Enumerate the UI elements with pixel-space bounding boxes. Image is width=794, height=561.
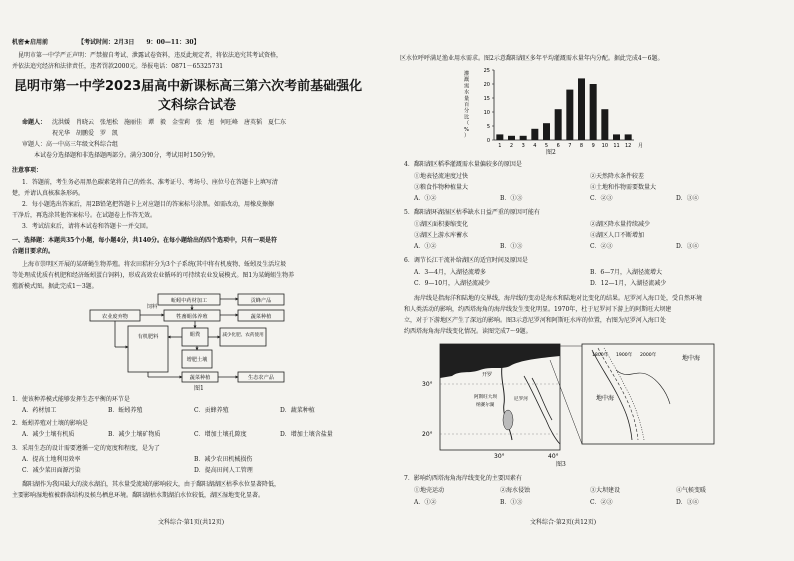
q5-statement-4: ④湖区人口不断增加: [590, 232, 645, 239]
question-1-stem: 1．使该种养模式能够发挥生态平衡的环节是: [12, 396, 130, 403]
edge-label: 饲料: [146, 304, 158, 310]
authors-names: 祝光华 胡鹏爱 罗 凯: [52, 130, 119, 137]
node-label: 蛆粪: [189, 332, 201, 338]
q2-option-d[interactable]: D．增加土壤含盐量: [280, 431, 333, 438]
authors-label: 命题人：: [22, 119, 47, 126]
node-box: [128, 326, 168, 372]
y-axis-label-char: ）: [464, 133, 470, 139]
bar-month-6: [555, 109, 562, 140]
figure-2-bar-chart: [460, 66, 650, 156]
year-label: 1800年: [592, 353, 609, 358]
x-axis-label: 月: [638, 143, 644, 149]
x-tick-label: 7: [568, 143, 572, 149]
node-label: 农业废弃物: [102, 314, 128, 320]
y-axis-label-char: 百: [464, 102, 470, 108]
q7-statement-2: ②海水侵蚀: [500, 487, 531, 494]
lon-label: 30°: [494, 453, 505, 460]
exam-intro: 本试卷分选择题和非选择题两部分。满分300分，考试用时150分钟。: [34, 152, 219, 159]
q2-option-a[interactable]: A．减少土壤有机质: [22, 431, 75, 438]
bar-month-3: [520, 136, 527, 140]
notice-line: 昆明市第一中学严正声明：严禁擅自考试、泄露试卷资料，违反此规定者，将依法追究其考试资格，: [18, 52, 283, 59]
bar-month-10: [601, 109, 608, 140]
passage-line: 上海市崇明区开展的某研蝇生物养殖。将农田秸秆分为3个子系统(其中将有机废物、蚯蚓及生活垃圾: [22, 261, 287, 268]
q1-option-c[interactable]: C．贡蜂养殖: [194, 407, 229, 414]
q2-option-c[interactable]: C．增加土壤孔隙度: [194, 431, 247, 438]
x-tick-label: 8: [579, 143, 584, 149]
y-axis-label-char: 量: [464, 95, 470, 102]
y-axis-label-char: 灌: [464, 71, 470, 77]
note-line: 2．每小题选出答案后，用2B铅笔把答题卡上对应题目的答案标号涂黑。如需改动，用橡皮擦擦: [22, 201, 275, 208]
year-label: 1900年: [616, 353, 633, 358]
bar-month-11: [613, 134, 620, 140]
question-4-stem: 4．鄱阳湖区稻季灌溉需水量偏较多的原因是: [404, 161, 522, 168]
question-3-stem: 3．采用生态的设计需要遵循一定的宽度和程度，是为了: [12, 445, 160, 452]
red-sea-coast-line: [524, 376, 560, 444]
lon-label: 40°: [548, 453, 559, 460]
x-tick-label: 12: [624, 143, 632, 149]
node-label: 贡蜂产品: [250, 298, 272, 304]
bar-month-4: [531, 129, 538, 140]
passage-line: 鄱阳湖作为我国最大的淡水湖泊，其水量受流域的影响较大，由于鄱阳湖湖区枯季水位显著降低，: [22, 481, 281, 488]
q5-statement-1: ①湖区面积萎缩变化: [414, 221, 469, 228]
y-tick-label: 25: [483, 68, 490, 74]
q4-statement-4: ④土地和作物需要数量大: [590, 184, 657, 191]
q6-option-a[interactable]: A．3—4月，入湖径流增多: [414, 269, 486, 276]
q4-option-c[interactable]: C．②③: [590, 195, 613, 202]
q1-option-b[interactable]: B．蚯蚓养殖: [108, 407, 143, 414]
q1-option-a[interactable]: A．药材加工: [22, 407, 57, 414]
figure-3-caption: 图3: [556, 461, 566, 468]
passage-line: 殖新模式图。据此完成1～3题。: [12, 283, 98, 290]
passage-line: 海岸线是指海洋和陆地的交界线，海岸线的变动是海水和陆地对比变化的结果。尼罗河入海口处，受自然环境: [414, 295, 703, 302]
x-tick-label: 9: [591, 143, 595, 149]
q5-option-c[interactable]: C．②③: [590, 243, 613, 250]
q7-statement-4: ④气候变暖: [676, 487, 707, 494]
place-label: 尼罗河: [514, 397, 528, 402]
note-line: 1．答题前，考生务必用黑色碳素笔将自己的姓名、准考证号、考场号、座位号在答题卡上填写清: [22, 179, 278, 186]
section-heading: 合题目要求的。: [12, 248, 55, 255]
place-label: 开罗: [482, 372, 493, 378]
y-axis-label-char: 水: [464, 89, 470, 96]
node-label: 牲畜蛆体养殖: [176, 314, 208, 320]
bar-month-2: [508, 136, 515, 140]
q5-statement-2: ②湖区降水量持续减少: [590, 221, 651, 228]
exam-title: 昆明市第一中学2023届高中新课标高三第六次考前基础强化: [14, 79, 363, 94]
lake-nasser-shape: [503, 410, 513, 430]
x-tick-label: 3: [521, 143, 525, 149]
passage-line: 立，对于下游地区产生了深远的影响。图3示意尼罗河和阿斯旺水库的位置，右图为尼罗河入海口处: [404, 317, 666, 324]
q7-option-c[interactable]: C．②③: [590, 499, 613, 506]
passage-line: 约西塔海角海岸线变化情况。读图完成7～9题。: [404, 328, 532, 335]
node-label: 减少化肥、农药使用: [222, 333, 264, 338]
q4-option-b[interactable]: B．①③: [500, 195, 523, 202]
red-sea-coast-line: [532, 378, 552, 420]
figure-3-maps: [420, 340, 720, 460]
note-line: 楚，并请认真核准条形码。: [12, 190, 85, 197]
passage-line: 主要影响湿地植被群落结构及候鸟栖息环境。鄱阳湖枯水期湖泊水位较低，湖区湿地变化显著。: [12, 492, 265, 499]
passage-line: 等处理成优质有机肥和经济蚯蚓蛋白饲料)，形成高效农业循环的可持续农业发展模式。图1为某蝇蛆生物养: [12, 272, 295, 279]
exam-page-1: [8, 0, 398, 561]
question-2-stem: 2．蚯蚓养殖对土壤的影响是: [12, 420, 88, 427]
figure-1-caption: 图1: [194, 385, 204, 392]
y-axis-label-char: 分: [464, 108, 470, 115]
exam-time: 【考试时间：2月3日 9：00—11：30】: [78, 39, 200, 46]
x-tick-label: 4: [533, 143, 537, 149]
q3-option-a[interactable]: A．提高土地利用效率: [22, 456, 81, 463]
exam-page-2: [400, 0, 790, 561]
figure-1-diagram: [88, 292, 318, 384]
passage-line: 和人类活动的影响，约西塔海角的海岸线发生变化明显。1970年，杜于尼罗河下游上的阿斯旺大坝建: [404, 306, 672, 313]
x-tick-label: 2: [509, 143, 514, 149]
node-label: 生态农产品: [248, 375, 274, 381]
bar-month-1: [496, 134, 503, 140]
q4-option-a[interactable]: A．①②: [414, 195, 437, 202]
node-label: 增肥土壤: [186, 357, 208, 363]
figure-2-caption: 图2: [546, 149, 556, 156]
y-tick-label: 5: [486, 124, 490, 130]
mediterranean-sea-shape: [440, 344, 560, 378]
note-line: 3．考试结束后，请将本试卷和答题卡一并交回。: [22, 223, 152, 230]
q3-option-d[interactable]: D．提高田间人工管理: [194, 467, 253, 474]
place-label: 阿斯旺大坝: [474, 395, 497, 400]
y-axis-label-char: %: [464, 126, 469, 133]
y-axis-label-char: 溉: [464, 77, 470, 84]
q7-option-b[interactable]: B．①③: [500, 499, 523, 506]
lat-label: 30°: [422, 381, 433, 388]
page-footer: 文科综合·第2页(共12页): [530, 519, 597, 526]
notice-line: 并依法追究经济和法律责任，违者罚款2000元。举报电话：0871－65325731: [12, 63, 224, 70]
x-tick-label: 1: [498, 143, 502, 149]
x-tick-label: 6: [556, 143, 560, 149]
secret-label: 机密★启用前: [12, 39, 49, 46]
y-axis-label-char: 比: [464, 114, 470, 121]
passage-line: 区水位呼呼满足渔业用水需求。图2示意鄱阳湖区多年平均灌溉需水量年内分配。据此完成4～6题。: [400, 55, 664, 62]
q5-option-d[interactable]: D．③④: [676, 243, 699, 250]
reviewer: 审题人：高一中高三年级文科综合组: [22, 141, 119, 148]
page-footer: 文科综合·第1页(共12页): [158, 519, 225, 526]
question-6-stem: 6．调节长江干流补给湖区的适宜时间及原因是: [404, 257, 528, 264]
y-tick-label: 15: [483, 96, 490, 102]
q4-statement-2: ②天然降水条件较差: [590, 173, 645, 180]
y-axis-label-char: （: [464, 120, 470, 127]
place-label: 纳赛尔湖: [476, 403, 495, 408]
question-5-stem: 5．鄱阳湖环湖湿区枯季缺水日益严重的原因可能有: [404, 209, 540, 216]
q2-option-b[interactable]: B．减少土壤矿物质: [108, 431, 161, 438]
q6-option-c[interactable]: C．9—10月，入湖径流减少: [414, 280, 491, 287]
place-label: 地中海: [596, 395, 615, 402]
q4-statement-1: ①地表径流速度过快: [414, 173, 469, 180]
q4-statement-3: ③粮食作物种植量大: [414, 184, 469, 191]
bar-month-9: [590, 84, 597, 140]
y-axis-label-char: 需: [464, 83, 470, 90]
notes-heading: 注意事项：: [12, 167, 43, 174]
q6-option-b[interactable]: B．6—7月，入湖径流增大: [590, 269, 663, 276]
node-label: 有机肥料: [137, 334, 159, 340]
q3-option-b[interactable]: B．减少农田机械损伤: [194, 456, 253, 463]
q3-option-c[interactable]: C．减少菜田面源污染: [22, 467, 81, 474]
q7-option-d[interactable]: D．③④: [676, 499, 699, 506]
node-label: 蚯蚓中药材加工: [170, 298, 208, 304]
question-7-stem: 7．影响约西塔海角海岸线变化的主要因素有: [404, 475, 522, 482]
y-tick-label: 0: [486, 138, 490, 144]
x-tick-label: 11: [613, 143, 620, 149]
section-heading: 一、选择题：本题共35个小题，每小题4分，共140分。在每小题给出的四个选项中，只有一项是符: [12, 237, 278, 244]
node-label: 蔬菜种植: [250, 314, 272, 320]
bar-month-5: [543, 123, 550, 140]
q6-option-d[interactable]: D．12—1月，入湖径流减少: [590, 280, 667, 287]
authors-names: 沈洪媛 肖晓云 张旭松 施丽佳 谭 毅 金莹莉 张 旭 何旺峰 唐英韬 夏仁东: [52, 119, 287, 126]
bar-month-8: [578, 78, 585, 140]
lat-label: 20°: [422, 431, 433, 438]
q1-option-d[interactable]: D．蔬菜种植: [280, 407, 315, 414]
q4-option-d[interactable]: D．③④: [676, 195, 699, 202]
place-label: 地中海: [682, 355, 701, 362]
q7-option-a[interactable]: A．①②: [414, 499, 437, 506]
q5-option-b[interactable]: B．①③: [500, 243, 523, 250]
q5-option-a[interactable]: A．①②: [414, 243, 437, 250]
note-line: 干净后，再选涂其他答案标号。在试题卷上作答无效。: [12, 212, 157, 219]
y-tick-label: 20: [483, 82, 490, 88]
bar-month-7: [566, 90, 573, 140]
y-tick-label: 10: [483, 110, 490, 116]
x-tick-label: 10: [601, 143, 609, 149]
bar-month-12: [625, 134, 632, 140]
q7-statement-3: ③大坝建设: [590, 487, 621, 494]
exam-subtitle: 文科综合试卷: [158, 98, 237, 113]
year-label: 2000年: [640, 353, 657, 358]
q5-statement-3: ③湖区上游水库蓄水: [414, 232, 469, 239]
node-label: 蔬菜种植: [189, 375, 211, 381]
q7-statement-1: ①地壳运动: [414, 487, 445, 494]
x-tick-label: 5: [544, 143, 549, 149]
coastline-1900: [598, 348, 638, 440]
